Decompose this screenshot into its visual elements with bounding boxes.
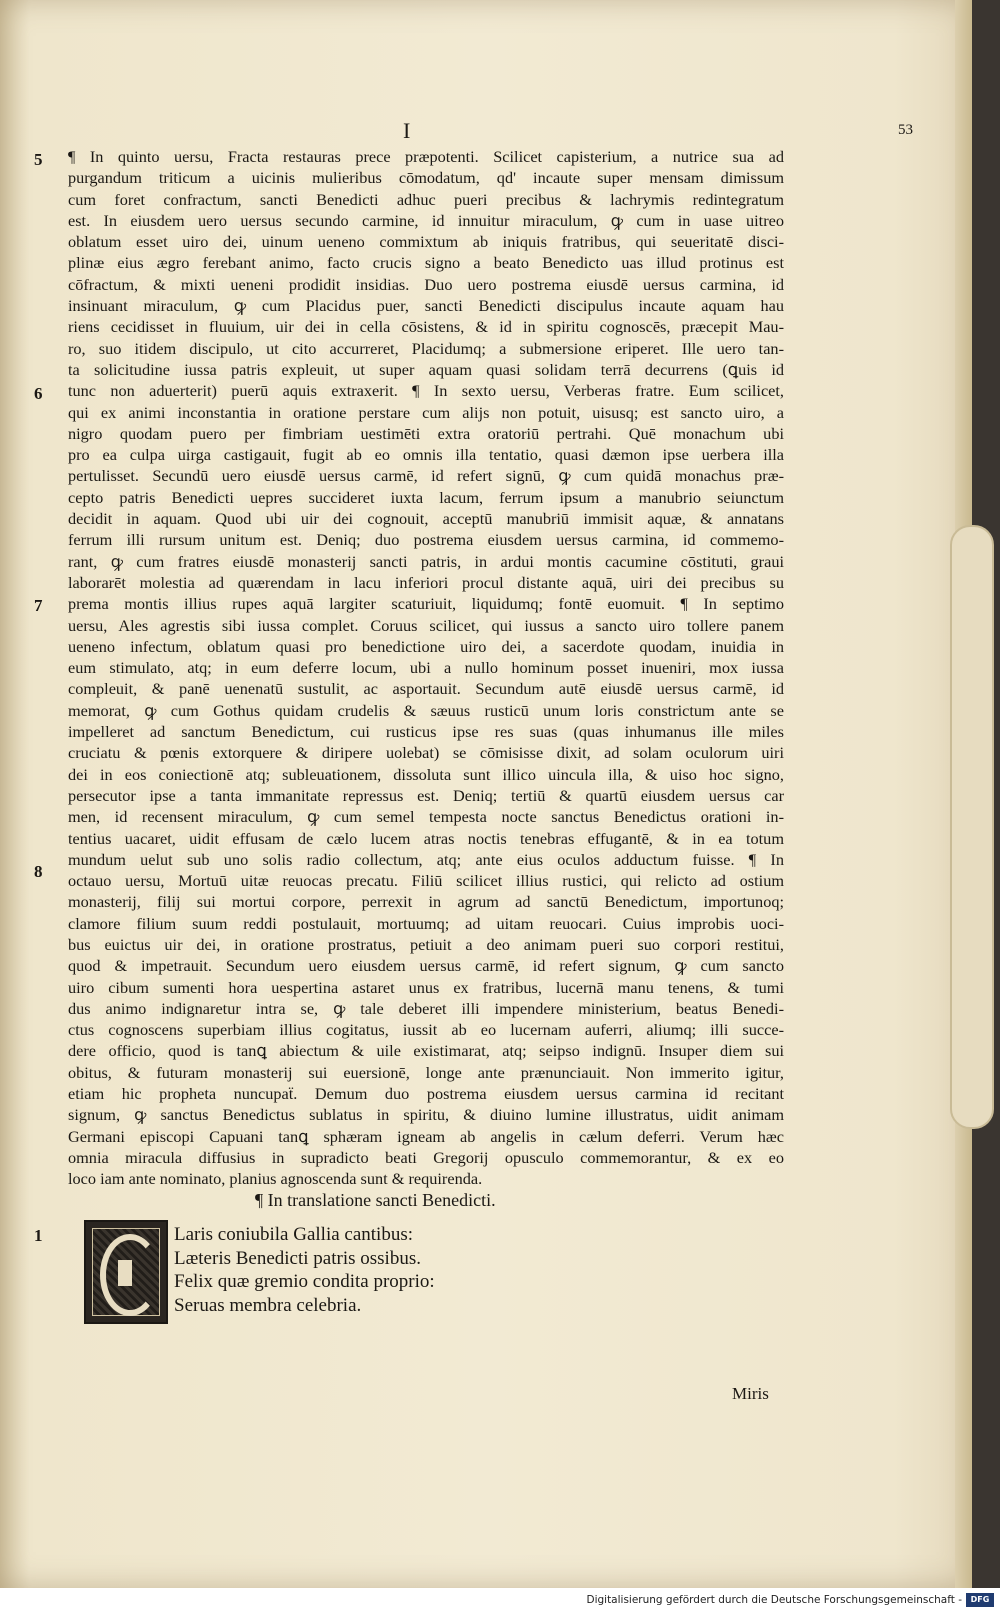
text-line: plinæ eius ægro ferebant animo, facto crucis signo a beato Benedicto uas illud protinus est — [68, 253, 784, 273]
catchword: Miris — [732, 1384, 769, 1403]
text-line: ueneno infectum, oblatum quasi pro benedictione uiro dei, a sacerdote quodam, inuidia in — [68, 636, 784, 656]
text-line: uersu, Ales agrestis sibi iussa complet. Coruus scilicet, qui iussus a sancto uiro tollere panem — [68, 615, 784, 635]
text-line: ta solicitudine iussa patris expleuit, ut super aquam quasi solidam terrā decurrens (ꝗuis id — [68, 359, 784, 379]
text-line: octauo uersu, Mortuū uitæ reuocas precatu. Filiū scilicet illius rustici, qui relicto ad ostium — [68, 871, 784, 891]
text-line: cruciatu & pœnis extorquere & diripere uolebat) se cōmisisse dixit, ad solam oculorum uiri — [68, 743, 784, 763]
text-line: cōfractum, & mixti ueneni prodidit insidias. Duo uero postrema eiusdē uersus carmina, id — [68, 274, 784, 294]
text-line: mundum uelut sub uno solis radio collectum, atq; ante eius oculos adductum fuisse. ¶ In — [68, 849, 784, 869]
text-line: purgandum triticum a uicinis mulieribus cōmodatum, qd' incaute super mensam dimissum — [68, 168, 784, 188]
text-line: bus euictus uir dei, in oratione prostratus, petiuit a deo animam pueri suo corpori restitui, — [68, 934, 784, 954]
text-line: Germani episcopi Capuani tanꝗ sphæram igneam ab angelis in cælum deferri. Verum hæc — [68, 1126, 784, 1146]
text-line: dei in eos coniectionē atq; subleuationem, dissoluta sunt illico uincula illa, & uiso hoc signo, — [68, 764, 784, 784]
margin-number-6: 6 — [34, 384, 43, 403]
text-line: ¶ In quinto uersu, Fracta restauras prece præpotenti. Scilicet capisterium, a nutrice sua ad — [68, 147, 784, 166]
footer-credit: Digitalisierung gefördert durch die Deutsche Forschungsgemeinschaft - — [586, 1594, 962, 1606]
text-line: persecutor ipse a tanta immanitate repressus est. Deniq; tertiū & quartū eiusdem uersus car — [68, 785, 784, 805]
text-line: tentius uacaret, uidit effusam de cælo lucem atras noctis tenebras effugantē, & in ea totum — [68, 828, 784, 848]
hymn-verse — [174, 1223, 435, 1317]
text-line: monasterij, filij sui mortui corpore, perrexit in agrum ad sanctū Benedictum, importunoq; — [68, 892, 784, 912]
text-line: cum foret confractum, sancti Benedicti adhuc pueri precibus & lachrymis redintegratum — [68, 189, 784, 209]
margin-number-7: 7 — [34, 596, 43, 615]
text-line: decidit in aquam. Quod ubi uir dei cognouit, acceptū manubriū immisit aquæ, & annatans — [68, 509, 784, 529]
margin-number-1: 1 — [34, 1226, 43, 1245]
text-line: uiro cibum sumenti hora uespertina astaret unus ex fratribus, lucernā manu tenens, & tumi — [68, 977, 784, 997]
text-line: insinuant miraculum, ꝙ cum Placidus puer, sancti Benedicti discipulus incaute aquam hau — [68, 296, 784, 316]
verse-line: Seruas membra celebria. — [174, 1294, 362, 1316]
decorated-initial-C-icon — [84, 1220, 168, 1324]
folio-number: 53 — [898, 122, 913, 138]
binding-clasp — [950, 525, 994, 1129]
text-line: ferrum illi rursum unitum est. Deniq; duo postrema eiusdem uersus carmina, id commemo- — [68, 530, 784, 550]
text-line: prema montis illius rupes aquā largiter scaturiuit, liquidumq; fontē euomuit. ¶ In septimo — [68, 594, 784, 614]
text-line: laborarēt molestia ad quærendam in lacu inferiori procul distante aquā, uiri dei precibus su — [68, 572, 784, 592]
verse-line: Læteris Benedicti patris ossibus. — [174, 1247, 421, 1269]
body-text — [68, 146, 784, 1190]
text-line: oblatum esset uiro dei, uinum ueneno commixtum ab iniquis fratribus, qui seueritatē disci- — [68, 232, 784, 252]
text-line: obitus, & futuram monasterij sui euersionē, longe ante prænunciauit. Non immerito igitur, — [68, 1062, 784, 1082]
text-line: memorat, ꝙ cum Gothus quidam crudelis & sæuus rusticū unum loris constrictum ante se — [68, 700, 784, 720]
text-line: est. In eiusdem uero uersus secundo carmine, id innuitur miraculum, ꝙ cum in uase uitreo — [68, 210, 784, 230]
text-line: loco iam ante nominato, planius agnoscenda sunt & requirenda. — [68, 1169, 483, 1189]
text-line: riens cecidisset in fluuium, uir dei in cella cōsistens, & id in spiritu cognoscēs, præcepit Mau- — [68, 317, 784, 337]
text-line: omnia miracula diffusius in supradicto beati Gregorij opusculo commemorantur, & ex eo — [68, 1147, 784, 1167]
text-line: ro, suo itidem discipulo, ut cito accurreret, Placidumq; a submersione eriperet. Ille uero tan- — [68, 338, 784, 358]
text-line: clamore filium suum reddi postulauit, mortuumq; ad uitam reuocari. Cuius improbis uoci- — [68, 913, 784, 933]
digitization-footer — [0, 1588, 1000, 1613]
text-line: quod & impetrauit. Secundum uero eiusdem uersus carmē, id refert signum, ꝙ cum sancto — [68, 956, 784, 976]
verse-line: Laris coniubila Gallia cantibus: — [174, 1224, 414, 1245]
text-line: impelleret ad sanctum Benedictum, cui rusticus ipse res suas (quas inhumanus ille miles — [68, 722, 784, 742]
text-line: compleuit, & panē uenenatū sustulit, ac asportauit. Secundum autē eiusdē uersus carmē, id — [68, 679, 784, 699]
text-line: signum, ꝙ sanctus Benedictus sublatus in spiritu, & diuino lumine illustratus, uidit animam — [68, 1105, 784, 1125]
text-line: ctus cognoscens superbiam illius cogitatus, iussit ab eo lucernam auferri, aliumq; illi succe- — [68, 1020, 784, 1040]
verse-line: Felix quæ gremio condita proprio: — [174, 1271, 435, 1292]
margin-number-5: 5 — [34, 150, 43, 169]
text-line: tunc non aduerterit) puerū aquis extraxerit. ¶ In sexto uersu, Verberas fratre. Eum scilicet, — [68, 381, 784, 401]
text-line: etiam hic propheta nuncupaẗ. Demum duo postrema eiusdem uersus carmina id recitant — [68, 1084, 784, 1104]
section-heading: ¶ In translatione sancti Benedicti. — [255, 1190, 496, 1210]
text-line: nigro quodam puero per fimbriam uestimēti extra oratoriū pertrahi. Quē monachum ubi — [68, 423, 784, 443]
text-line: pertulisset. Secundū uero eiusdē uersus carmē, id refert signū, ꝙ cum quidā monachus præ- — [68, 466, 784, 486]
text-line: eum stimulato, atq; in eum deferre locum, ubi a nullo hominum posset inueniri, mox iussa — [68, 658, 784, 678]
text-line: dus animo indignaretur intra se, ꝙ tale deberet illi impendere ministerium, beatus Benedi- — [68, 998, 784, 1018]
margin-number-8: 8 — [34, 862, 43, 881]
text-line: pro ea culpa uirga castigauit, fugit ab eo omnis illa tentatio, quasi dæmon ipse uerbera illa — [68, 445, 784, 465]
text-line: qui ex animi inconstantia in oratione perstare cum alijs non potuit, uisusq; est sancto uiro, a — [68, 402, 784, 422]
signature-mark: I — [403, 118, 411, 143]
text-line: cepto patris Benedicti uepres succideret iuxta lacum, ferrum ipsum a manubrio seiunctum — [68, 487, 784, 507]
text-line: men, id recensent miraculum, ꝙ cum semel tempesta nocte sanctus Benedictus orationi in- — [68, 807, 784, 827]
text-line: dere officio, quod is tanꝗ abiectum & uile existimarat, atq; seipso indignū. Insuper diem sui — [68, 1041, 784, 1061]
text-line: rant, ꝙ cum fratres eiusdē monasterij sancti patris, in ardui montis cacumine cōstituti, graui — [68, 551, 784, 571]
dfg-logo: DFG — [966, 1593, 994, 1607]
